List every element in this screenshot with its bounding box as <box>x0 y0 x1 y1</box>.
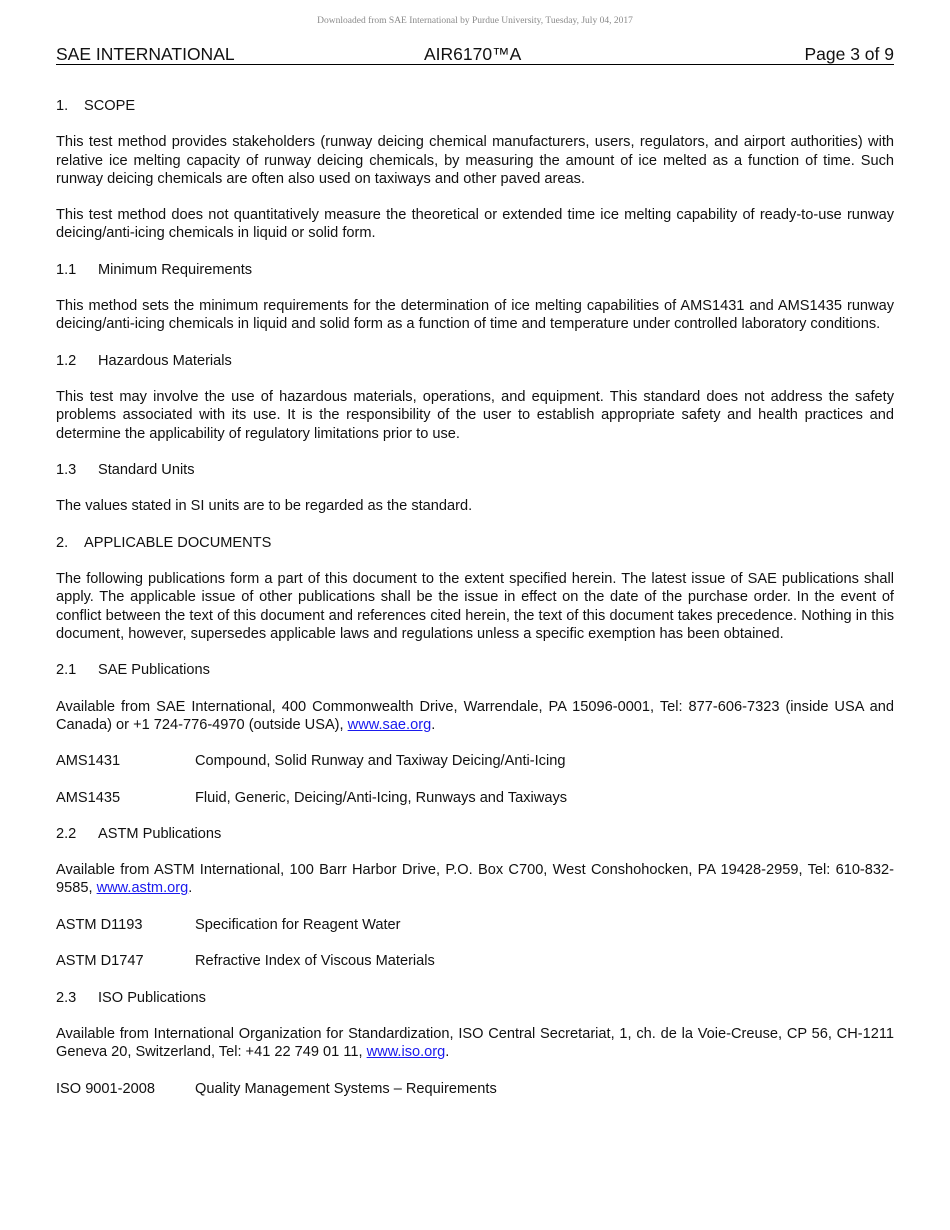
section-1-3-paragraph: The values stated in SI units are to be regarded as the standard. <box>56 498 473 515</box>
header-doc-id: AIR6170™A <box>424 44 522 64</box>
reference-item: AMS1431 Compound, Solid Runway and Taxiway Deicing/Anti-Icing <box>56 753 566 770</box>
document-body <box>56 97 894 1116</box>
section-2-3-paragraph: Available from International Organization for Standardization, ISO Central Secretariat, 1, ch. de la Voie-Creuse, CP 56, CH-1211 Geneva 20, Switzerland, Tel: +41 22 749 01 11, www.iso.org. <box>56 1026 894 1061</box>
reference-item: AMS1435 Fluid, Generic, Deicing/Anti-Icing, Runways and Taxiways <box>56 789 568 806</box>
section-2-2-heading: 2.2 ASTM Publications <box>56 825 222 842</box>
astm-website-link[interactable]: www.astm.org <box>96 880 189 897</box>
reference-item: ASTM D1747 Refractive Index of Viscous Materials <box>56 953 435 970</box>
reference-item: ISO 9001-2008 Quality Management Systems – Requirements <box>56 1080 497 1097</box>
section-1-heading: 1. SCOPE <box>56 98 136 114</box>
download-watermark: Downloaded from SAE International by Purdue University, Tuesday, July 04, 2017 <box>317 16 633 26</box>
page-header <box>56 44 894 65</box>
section-1-1-heading: 1.1 Minimum Requirements <box>56 261 253 278</box>
section-1-2-heading: 1.2 Hazardous Materials <box>56 352 232 369</box>
reference-item: ASTM D1193 Specification for Reagent Water <box>56 916 401 933</box>
header-page-number: Page 3 of 9 <box>804 44 894 64</box>
section-2-2-paragraph: Available from ASTM International, 100 Barr Harbor Drive, P.O. Box C700, West Conshohocken, PA 19428-2959, Tel: 610-832-9585, www.astm.org. <box>56 862 894 897</box>
section-2-heading: 2. APPLICABLE DOCUMENTS <box>56 534 272 551</box>
section-1-paragraph-1: This test method provides stakeholders (runway deicing chemical manufacturers, users, regulators, and airport authorities) with relative ice melting capacity of runway deicing chemicals, by measuring the amount of ice melted as a function of time. Such runway deicing chemicals are often also used on taxiways and other paved areas. <box>56 134 894 187</box>
section-2-1-heading: 2.1 SAE Publications <box>56 662 210 679</box>
section-2-3-heading: 2.3 ISO Publications <box>56 989 206 1006</box>
header-org: SAE INTERNATIONAL <box>56 44 235 64</box>
section-1-1-paragraph: This method sets the minimum requirements for the determination of ice melting capabilities of AMS1431 and AMS1435 runway deicing/anti-icing chemicals in liquid and solid form as a function of time and temperature under controlled laboratory conditions. <box>56 298 894 333</box>
section-1-3-heading: 1.3 Standard Units <box>56 461 195 478</box>
section-1-2-paragraph: This test may involve the use of hazardous materials, operations, and equipment. This standard does not address the safety problems associated with its use. It is the responsibility of the user to establish appropriate safety and health practices and determine the applicability of regulatory limitations prior to use. <box>56 389 894 442</box>
section-2-paragraph: The following publications form a part of this document to the extent specified herein. The latest issue of SAE publications shall apply. The applicable issue of other publications shall be the issue in effect on the date of the purchase order. In the event of conflict between the text of this document and references cited herein, the text of this document takes precedence. Nothing in this document, however, supersedes applicable laws and regulations unless a specific exemption has been obtained. <box>56 571 894 642</box>
iso-website-link[interactable]: www.iso.org <box>366 1044 446 1061</box>
section-1-paragraph-2: This test method does not quantitatively measure the theoretical or extended time ice melting capability of ready-to-use runway deicing/anti-icing chemicals in liquid or solid form. <box>56 207 894 242</box>
sae-website-link[interactable]: www.sae.org <box>347 716 432 733</box>
section-2-1-paragraph: Available from SAE International, 400 Commonwealth Drive, Warrendale, PA 15096-0001, Tel: 877-606-7323 (inside USA and Canada) or +1 724-776-4970 (outside USA), www.sae.org. <box>56 698 894 733</box>
